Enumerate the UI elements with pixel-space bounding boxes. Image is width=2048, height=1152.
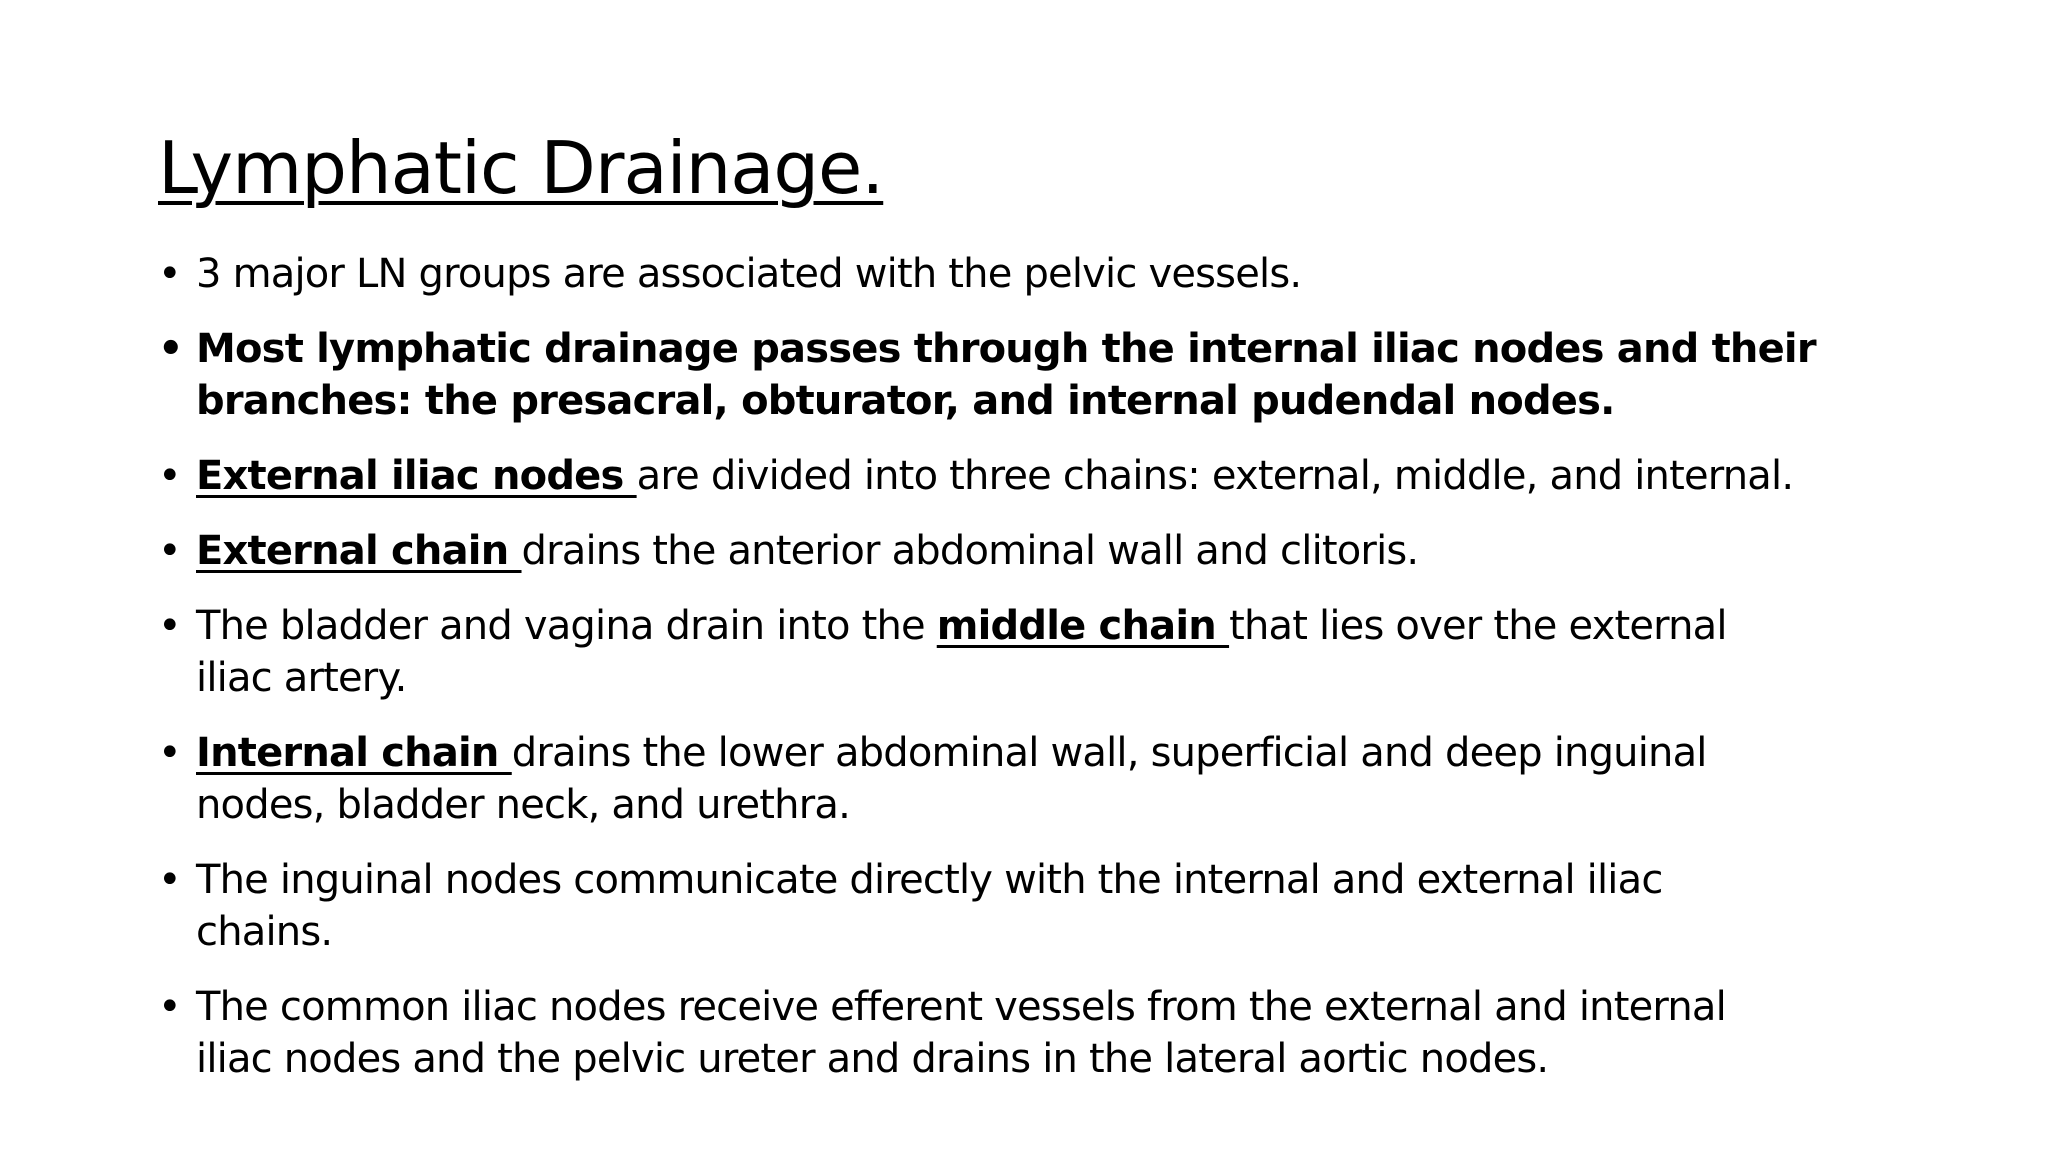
bullet-text-line-2: iliac nodes and the pelvic ureter and drains in the lateral aortic nodes. [196,1036,1549,1082]
bullet-text-line-2: iliac artery. [196,655,407,701]
bullet-list [158,248,2038,1108]
bullet-term: External chain [196,528,522,574]
bullet-text-line-2: chains. [196,909,333,955]
bullet-text: 3 major LN groups are associated with the pelvic vessels. [196,251,1302,297]
bullet-item-internal-iliac [158,323,2038,427]
bullet-term: middle chain [936,603,1230,649]
bullet-term: Internal chain [196,730,512,776]
bullet-text-line-1: • Most lymphatic drainage passes through the internal iliac nodes and their [196,326,1816,372]
bullet-text-line-1: • The common iliac nodes receive efferent vessels from the external and internal [196,984,1726,1030]
bullet-line-1 [196,727,2038,779]
bullet-text: drains the lower abdominal wall, superficial and deep inguinal [511,730,1707,776]
bullet-item-middle-chain [158,600,2038,704]
bullet-text-line-1: • The inguinal nodes communicate directly with the internal and external iliac [196,857,1663,903]
bullet-text: drains the anterior abdominal wall and clitoris. [521,528,1419,574]
bullet-text-line-2: nodes, bladder neck, and urethra. [196,782,851,828]
bullet-item-external-chain [158,525,2038,577]
bullet-item-internal-chain [158,727,2038,831]
bullet-text: that lies over the external [1229,603,1727,649]
bullet-term: External iliac nodes [196,453,637,499]
bullet-line-1 [196,600,2038,652]
bullet-item-inguinal-nodes [158,854,2038,958]
bullet-item-common-iliac-nodes [158,981,2038,1085]
slide-title: Lymphatic Drainage. [158,126,884,210]
bullet-item-ln-groups [158,248,2038,300]
bullet-item-external-iliac-nodes [158,450,2038,502]
bullet-text: are divided into three chains: external, middle, and internal. [636,453,1794,499]
bullet-text: The bladder and vagina drain into the [196,603,937,649]
bullet-text-line-2: branches: the presacral, obturator, and internal pudendal nodes. [196,378,1615,424]
